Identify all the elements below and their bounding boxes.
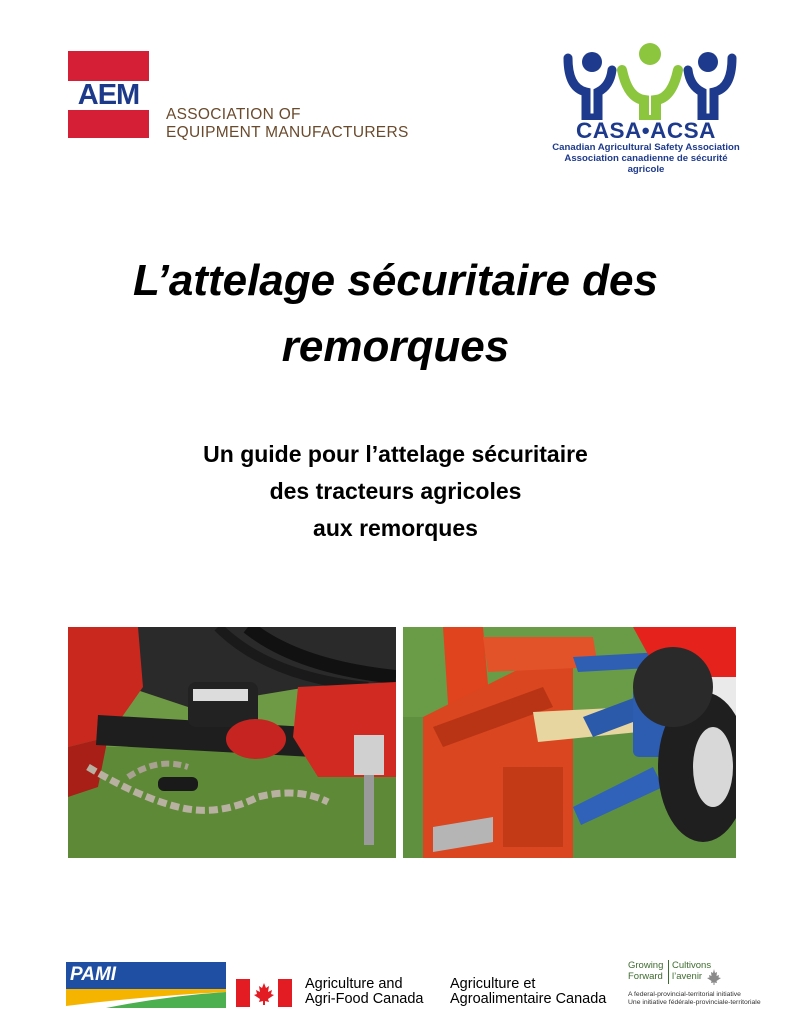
casa-name-fr: Association canadienne de sécurité agricole: [564, 153, 728, 175]
hitch-chain-photo: [68, 627, 396, 858]
tractor-implement-photo: [403, 627, 736, 858]
growing-forward-tagline-en: A federal-provincial-territorial initiative: [628, 991, 741, 998]
subtitle-line3: aux remorques: [313, 515, 478, 541]
aem-name-line2: EQUIPMENT MANUFACTURERS: [166, 124, 409, 141]
people-raising-arms-icon: [560, 40, 740, 120]
canada-flag-icon: [236, 979, 292, 1007]
casa-acronym: CASA•ACSA: [576, 118, 716, 143]
subtitle-line1: Un guide pour l’attelage sécuritaire: [203, 441, 588, 467]
aafc-name-fr: [450, 977, 606, 1007]
aafc-fr-line1: Agriculture et: [450, 976, 536, 992]
aafc-en-line2: Agri-Food Canada: [305, 991, 424, 1007]
aafc-name-en: [305, 977, 424, 1007]
aem-name: [166, 106, 409, 142]
growing-forward-word1: Growing: [628, 960, 664, 971]
document-title: [60, 248, 731, 380]
cultivons-word2: l’avenir: [672, 971, 703, 982]
aem-name-line1: ASSOCIATION OF: [166, 106, 301, 123]
growing-forward-divider: [668, 960, 669, 984]
aafc-fr-line2: Agroalimentaire Canada: [450, 991, 607, 1007]
aem-logo: [68, 51, 149, 138]
document-subtitle: [60, 436, 731, 547]
subtitle-line2: des tracteurs agricoles: [269, 478, 522, 504]
pami-label: PAMI: [70, 964, 117, 985]
maple-leaf-icon: [706, 968, 722, 986]
title-line2: remorques: [281, 322, 510, 371]
cultivons-word1: Cultivons: [672, 960, 712, 971]
aem-logo-mark: AEM: [77, 79, 140, 111]
casa-name-en: Canadian Agricultural Safety Association: [552, 142, 740, 153]
growing-forward-word2: Forward: [628, 971, 663, 982]
growing-forward-tagline-fr: Une initiative fédérale-provinciale-territoriale: [628, 999, 761, 1006]
title-line1: L’attelage sécuritaire des: [133, 256, 658, 305]
aafc-en-line1: Agriculture and: [305, 976, 403, 992]
